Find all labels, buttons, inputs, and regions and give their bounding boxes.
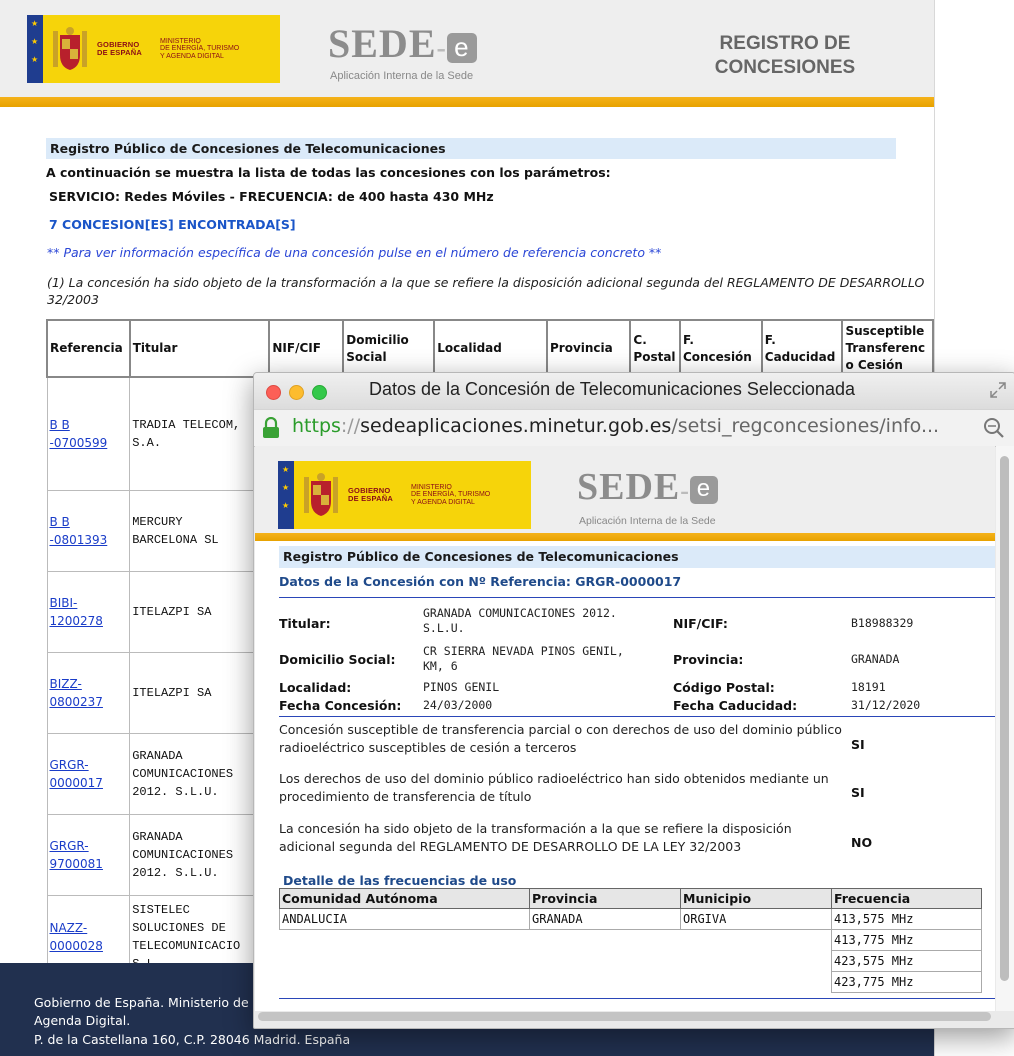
freq-row (280, 909, 982, 930)
col-header-referencia: Referencia (47, 320, 130, 377)
sede-brand: SEDE (328, 21, 437, 66)
question-3-answer: NO (851, 835, 873, 850)
accent-bar (0, 97, 934, 107)
popup-accent-bar (255, 533, 995, 541)
reference-link[interactable]: GRGR- 9700081 (49, 839, 103, 871)
freq-header-row (280, 889, 982, 909)
close-window-button[interactable] (266, 385, 281, 400)
ref-cell (47, 815, 130, 896)
url-host: sedeaplicaciones.minetur.gob.es (360, 415, 672, 437)
col-header-titular: Titular (130, 320, 270, 377)
popup-sede-brand: SEDE (577, 466, 681, 508)
titular-cell: MERCURY BARCELONA SL (130, 491, 270, 572)
col-header-localidad: Localidad (434, 320, 547, 377)
popup-spain-flag-icon: ★ ★ ★ (278, 461, 294, 529)
footer-line-1: Gobierno de España. Ministerio de (34, 995, 249, 1010)
horizontal-scrollbar[interactable] (258, 1012, 991, 1021)
reference-link[interactable]: NAZZ- 0000028 (49, 921, 103, 953)
footer-line-3: P. de la Castellana 160, C.P. 28046 Madrid. España (34, 1032, 351, 1047)
url-separator: :// (340, 415, 361, 437)
titular-cell: GRANADA COMUNICACIONES 2012. S.L.U. (130, 734, 270, 815)
col-header-nif: NIF/CIF (269, 320, 343, 377)
titular-value: GRANADA COMUNICACIONES 2012. S.L.U. (423, 606, 617, 635)
site-header (0, 0, 934, 97)
minimize-window-button[interactable] (289, 385, 304, 400)
titular-cell: ITELAZPI SA (130, 653, 270, 734)
reference-link[interactable]: B B -0700599 (49, 418, 108, 450)
reference-link[interactable]: B B -0801393 (49, 515, 108, 547)
localidad-value: PINOS GENIL (423, 680, 500, 694)
footer-line-2: Agenda Digital. (34, 1013, 131, 1028)
popup-sede-subtitle: Aplicación Interna de la Sede (579, 515, 716, 527)
hint-text: ** Para ver información específica de una concesión pulse en el número de referencia concreto ** (47, 245, 662, 260)
window-title: Datos de la Concesión de Telecomunicaciones Seleccionada (369, 379, 855, 399)
question-3-text: La concesión ha sido objeto de la transformación a la que se refiere la disposición adicional segunda del REGLAMENTO DE DESARROLLO DE LA LEY 32/2003 (279, 821, 792, 854)
popup-ministerio-text: MINISTERIO DE ENERGÍA, TURISMO Y AGENDA DIGITAL (411, 483, 491, 506)
freq-provincia: GRANADA (530, 909, 681, 930)
col-header-provincia: Provincia (547, 320, 630, 377)
popup-gobierno-text: GOBIERNO DE ESPAÑA (348, 486, 394, 503)
question-1-text: Concesión susceptible de transferencia parcial o con derechos de uso del dominio público radioeléctrico susceptibles de cesión a terceros (279, 722, 842, 755)
url-text[interactable] (292, 415, 939, 437)
titular-cell: ITELAZPI SA (130, 572, 270, 653)
popup-site-header (255, 446, 995, 533)
ref-cell (47, 491, 130, 572)
intro-text: A continuación se muestra la lista de todas las concesiones con los parámetros: (46, 165, 611, 180)
domicilio-label: Domicilio Social: (279, 652, 396, 667)
url-path: /setsi_regconcesiones/info... (671, 415, 940, 437)
freq-section-title: Detalle de las frecuencias de uso (283, 873, 517, 888)
vertical-scrollbar-thumb[interactable] (1000, 456, 1009, 981)
domicilio-value: CR SIERRA NEVADA PINOS GENIL, KM, 6 (423, 644, 624, 673)
freq-value: 413,575 MHz (832, 909, 982, 930)
popup-sede-logo[interactable]: SEDE- e (577, 466, 718, 512)
search-params: SERVICIO: Redes Móviles - FRECUENCIA: de 400 hasta 430 MHz (49, 189, 494, 204)
col-header-cp: C. Postal (630, 320, 680, 377)
freq-header-frecuencia: Frecuencia (832, 889, 982, 909)
ref-cell (47, 653, 130, 734)
titular-cell: GRANADA COMUNICACIONES 2012. S.L.U. (130, 815, 270, 896)
freq-row (280, 930, 982, 951)
nif-label: NIF/CIF: (673, 616, 728, 631)
ref-cell (47, 377, 130, 491)
ministerio-text: MINISTERIO DE ENERGÍA, TURISMO Y AGENDA DIGITAL (160, 37, 240, 60)
header-title: REGISTRO DE CONCESIONES (714, 33, 856, 78)
window-titlebar[interactable] (254, 373, 1014, 409)
divider-2 (279, 716, 995, 717)
freq-value: 413,775 MHz (832, 930, 982, 951)
fconc-label: Fecha Concesión: (279, 698, 402, 713)
spain-flag-icon: ★ ★ ★ (27, 15, 43, 83)
popup-section-title: Registro Público de Concesiones de Telecomunicaciones (279, 546, 995, 568)
freq-municipio: ORGIVA (681, 909, 832, 930)
titular-label: Titular: (279, 616, 331, 631)
gobierno-logo[interactable] (27, 15, 280, 83)
reference-link[interactable]: GRGR- 0000017 (49, 758, 103, 790)
provincia-value: GRANADA (851, 652, 900, 666)
freq-value: 423,575 MHz (832, 951, 982, 972)
popup-sede-e-badge: e (690, 476, 718, 504)
freq-value: 423,775 MHz (832, 972, 982, 993)
ref-cell (47, 734, 130, 815)
cp-label: Código Postal: (673, 680, 775, 695)
sede-subtitle: Aplicación Interna de la Sede (330, 70, 474, 82)
question-2-answer: SI (851, 785, 865, 800)
sede-logo[interactable]: SEDE- e (328, 22, 477, 71)
nif-value: B18988329 (851, 616, 914, 630)
results-count: 7 CONCESION[ES] ENCONTRADA[S] (49, 217, 296, 232)
col-header-fcaducidad: F. Caducidad (762, 320, 843, 377)
sede-e-badge: e (447, 33, 477, 63)
ref-cell (47, 572, 130, 653)
question-2-text: Los derechos de uso del dominio público radioeléctrico han sido obtenidos mediante un procedimiento de transferencia de título (279, 771, 829, 804)
transformation-note: (1) La concesión ha sido objeto de la transformación a la que se refiere la disposición adicional segunda del REGLAMENTO DE DESARROLLO 32/2003 (47, 275, 925, 307)
frequencies-table (279, 888, 982, 993)
address-bar[interactable] (254, 409, 1014, 447)
popup-gobierno-logo[interactable] (278, 461, 531, 529)
freq-row (280, 951, 982, 972)
localidad-label: Localidad: (279, 680, 352, 695)
divider-1 (279, 597, 995, 598)
fconc-value: 24/03/2000 (423, 698, 493, 712)
reference-link[interactable]: BIZZ- 0800237 (49, 677, 103, 709)
provincia-label: Provincia: (673, 652, 744, 667)
freq-row (280, 972, 982, 993)
reference-link[interactable]: BIBI- 1200278 (49, 596, 103, 628)
search-icon[interactable] (983, 417, 1005, 439)
freq-comunidad: ANDALUCIA (280, 909, 530, 930)
fcad-value: 31/12/2020 (851, 698, 921, 712)
section-title: Registro Público de Concesiones de Telecomunicaciones (46, 138, 896, 159)
popup-window (253, 372, 1014, 1029)
freq-header-comunidad: Comunidad Autónoma (280, 889, 530, 909)
cp-value: 18191 (851, 680, 886, 694)
col-header-fconcesion: F. Concesión (680, 320, 762, 377)
divider-3 (279, 998, 995, 999)
titular-cell: TRADIA TELECOM, S.A. (130, 377, 270, 491)
maximize-window-button[interactable] (312, 385, 327, 400)
titular-cell: SISTELEC SOLUCIONES DE TELECOMUNICACIO (130, 896, 270, 979)
lock-icon (261, 417, 281, 439)
gobierno-text: GOBIERNO DE ESPAÑA (97, 40, 143, 57)
table-header-row (47, 320, 933, 377)
freq-header-municipio: Municipio (681, 889, 832, 909)
popup-content (255, 446, 995, 1011)
url-scheme: https (292, 415, 341, 437)
fcad-label: Fecha Caducidad: (673, 698, 798, 713)
question-1-answer: SI (851, 737, 865, 752)
popup-coat-of-arms-icon (302, 471, 340, 519)
concession-subtitle: Datos de la Concesión con Nº Referencia: GRGR-0000017 (279, 574, 682, 589)
fullscreen-icon[interactable] (989, 381, 1007, 399)
freq-header-provincia: Provincia (530, 889, 681, 909)
col-header-domicilio: Domicilio Social (343, 320, 434, 377)
col-header-susceptible: Susceptible Transferenc o Cesión (842, 320, 933, 377)
coat-of-arms-icon (51, 25, 89, 73)
